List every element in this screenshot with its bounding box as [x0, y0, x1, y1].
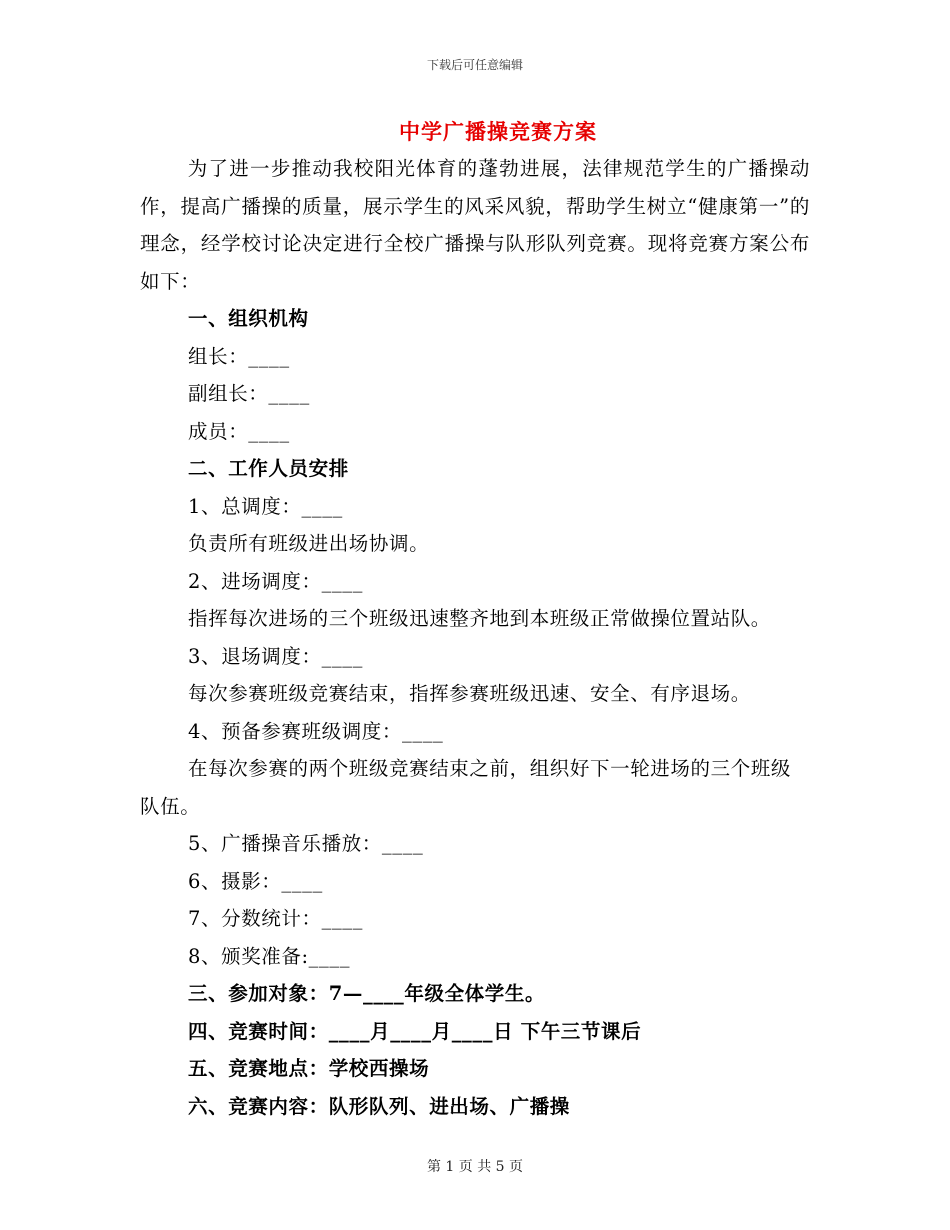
- staff-item-3: 3、退场调度：____: [188, 644, 364, 668]
- staff-item-4: 4、预备参赛班级调度：____: [188, 719, 444, 743]
- staff-item-5: 5、广播操音乐播放：____: [188, 832, 424, 855]
- org-members: 成员：____: [188, 419, 290, 443]
- staff-item-3-desc: 每次参赛班级竞赛结束，指挥参赛班级迅速、安全、有序退场。: [188, 682, 751, 705]
- document-body: [140, 150, 810, 1125]
- staff-item-2: 2、进场调度：____: [188, 569, 364, 593]
- section-heading-organization: 一、组织机构: [188, 307, 309, 330]
- staff-item-1: 1、总调度：____: [188, 494, 343, 518]
- document-title: 中学广播操竞赛方案: [399, 119, 597, 144]
- staff-item-7: 7、分数统计：____: [188, 907, 364, 930]
- staff-item-4-desc: 在每次参赛的两个班级竞赛结束之前，组织好下一轮进场的三个班级队伍。: [140, 757, 792, 818]
- section-location: 五、竞赛地点：学校西操场: [188, 1057, 430, 1080]
- org-leader: 组长：____: [188, 344, 290, 368]
- intro-paragraph: 为了进一步推动我校阳光体育的蓬勃进展，法律规范学生的广播操动作，提高广播操的质量，展示学生的风采风貌，帮助学生树立“健康第一”的理念，经学校讨论决定进行全校广播操与队形队列竞赛。现将竞赛方案公布如下：: [140, 157, 810, 293]
- staff-item-1-desc: 负责所有班级进出场协调。: [188, 532, 430, 555]
- section-time: 四、竞赛时间：____月____月____日 下午三节课后: [188, 1019, 642, 1043]
- staff-item-8: 8、颁奖准备:____: [188, 944, 351, 968]
- staff-item-2-desc: 指挥每次进场的三个班级迅速整齐地到本班级正常做操位置站队。: [188, 607, 771, 630]
- section-content: 六、竞赛内容：队形队列、进出场、广播操: [188, 1094, 570, 1118]
- staff-item-6: 6、摄影：____: [188, 869, 323, 893]
- section-participants: 三、参加对象：7—____年级全体学生。: [188, 982, 546, 1005]
- page-footer: 第 1 页 共 5 页: [426, 1159, 524, 1175]
- org-vice-leader: 副组长：____: [188, 382, 310, 405]
- header-note: 下载后可任意编辑: [426, 58, 523, 72]
- section-heading-staff: 二、工作人员安排: [188, 457, 349, 480]
